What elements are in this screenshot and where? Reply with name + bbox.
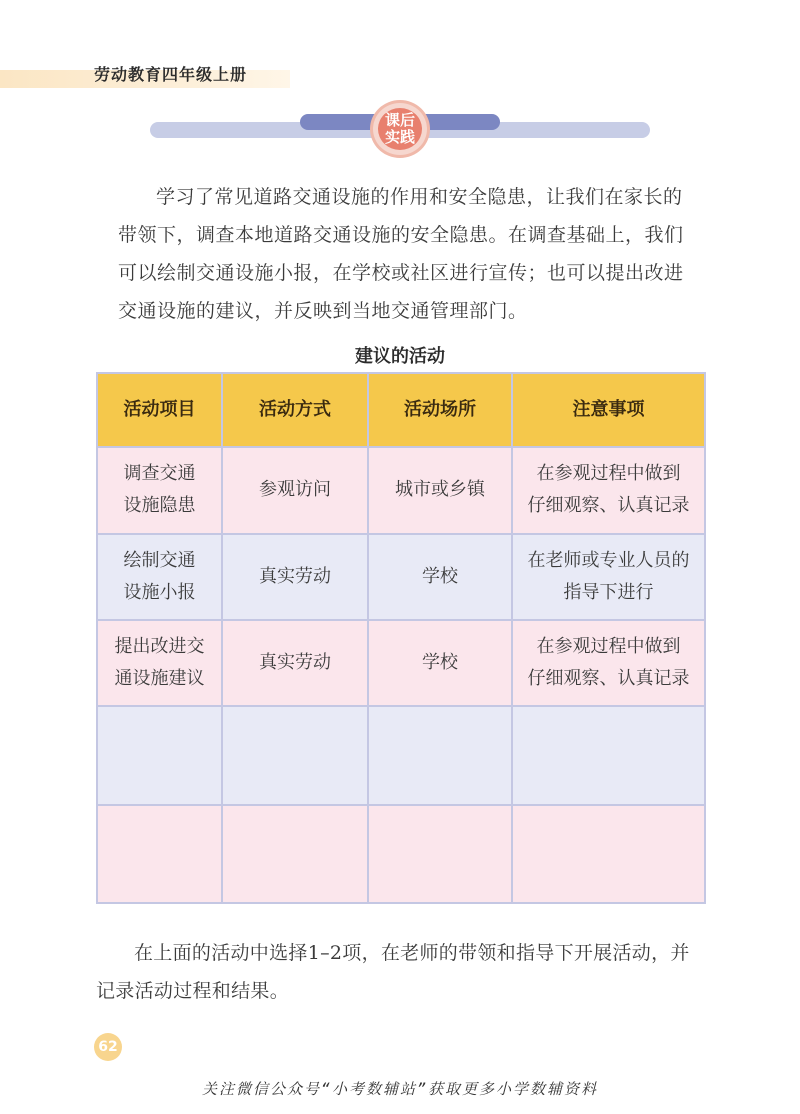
footer-watermark-text: 关注微信公众号“小考数辅站”获取更多小学数辅资料 [201,1080,599,1098]
section-badge-label: 课后 实践 [378,108,422,150]
table-cell-empty [368,805,512,903]
outro-paragraph: 在上面的活动中选择1–2项，在老师的带领和指导下开展活动，并记录活动过程和结果。 [96,942,690,1002]
table-cell: 参观访问 [222,447,368,533]
table-title: 建议的活动 [355,346,445,367]
table-cell: 城市或乡镇 [368,447,512,533]
table-cell: 在老师或专业人员的 指导下进行 [512,534,705,620]
table-row [97,534,705,620]
section-badge [370,100,430,158]
table-cell-empty [222,805,368,903]
table-cell: 在参观过程中做到 仔细观察、认真记录 [512,620,705,706]
book-title: 劳动教育四年级上册 [94,65,248,84]
table-cell: 学校 [368,620,512,706]
table-header-row [97,373,705,447]
page-number: 62 [94,1033,122,1061]
table-cell: 提出改进交 通设施建议 [97,620,222,706]
table-cell-empty [512,706,705,804]
header-cell-project: 活动项目 [97,373,222,447]
table-cell: 学校 [368,534,512,620]
activity-table [96,372,706,904]
header-cell-notes: 注意事项 [512,373,705,447]
intro-paragraph: 学习了常见道路交通设施的作用和安全隐患，让我们在家长的带领下，调查本地道路交通设施的安全隐患。在调查基础上，我们可以绘制交通设施小报，在学校或社区进行宣传；也可以提出改进交通设施的建议，并反映到当地交通管理部门。 [118,186,684,322]
table-cell: 真实劳动 [222,534,368,620]
table-cell-empty [97,805,222,903]
table-row-empty [97,706,705,804]
header-cell-method: 活动方式 [222,373,368,447]
table-cell: 真实劳动 [222,620,368,706]
table-cell-empty [368,706,512,804]
header-cell-location: 活动场所 [368,373,512,447]
table-row [97,620,705,706]
table-cell: 在参观过程中做到 仔细观察、认真记录 [512,447,705,533]
table-row [97,447,705,533]
section-banner [150,100,650,160]
table-cell-empty [97,706,222,804]
table-cell: 调查交通 设施隐患 [97,447,222,533]
table-cell-empty [512,805,705,903]
table-cell: 绘制交通 设施小报 [97,534,222,620]
table-row-empty [97,805,705,903]
table-cell-empty [222,706,368,804]
